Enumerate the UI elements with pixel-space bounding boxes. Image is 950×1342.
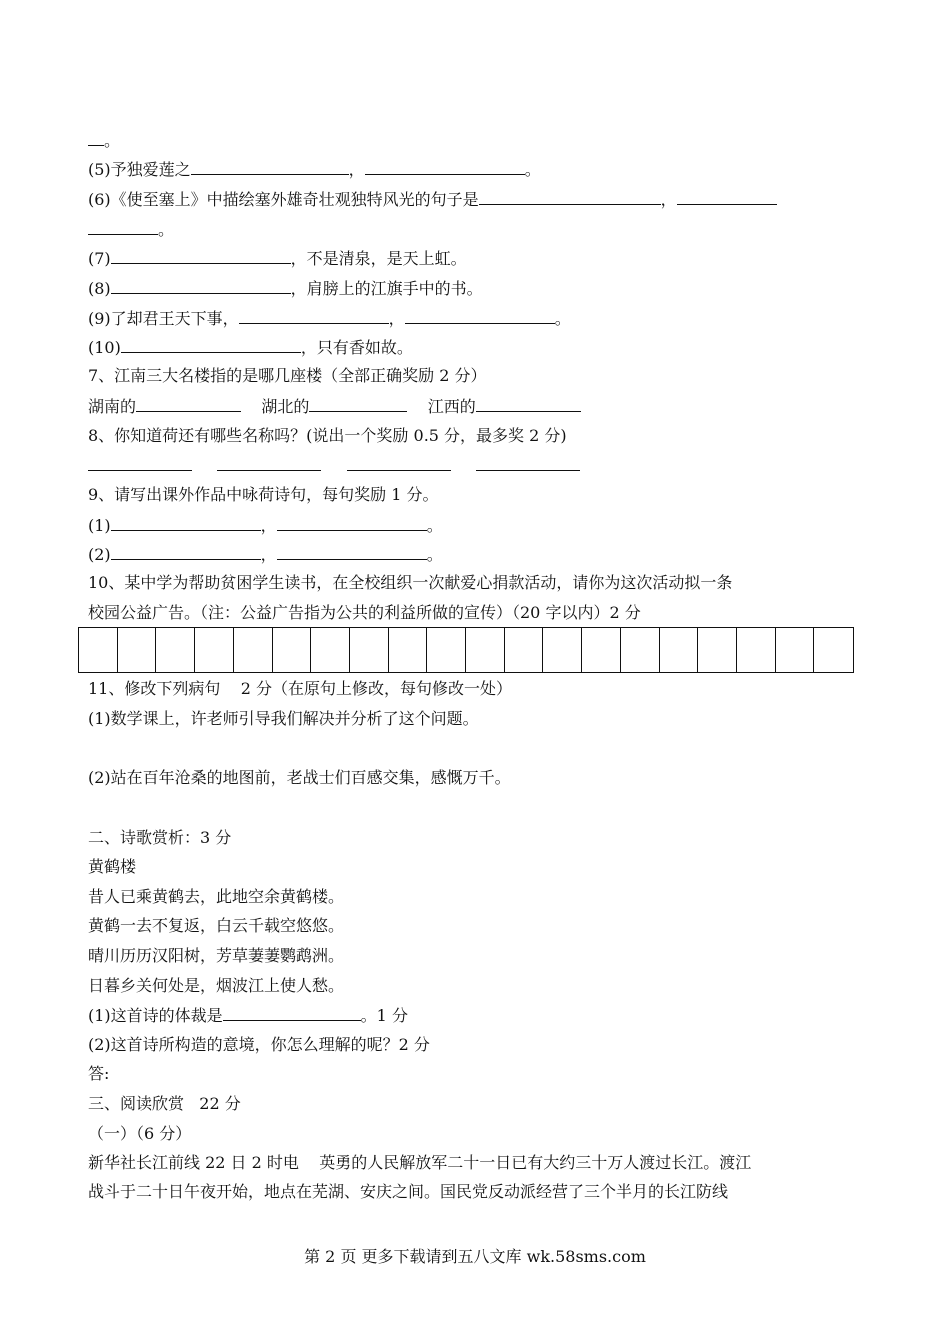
grid-cell[interactable]	[311, 628, 350, 672]
poem-line: 日暮乡关何处是，烟波江上使人愁。	[88, 976, 345, 995]
text-line: 10、某中学为帮助贫困学生读书，在全校组织一次献爱心捐款活动，请你为这次活动拟一条	[88, 573, 733, 592]
text-line: (2) ， 。	[88, 545, 443, 564]
grid-cell[interactable]	[505, 628, 544, 672]
grid-cell[interactable]	[582, 628, 621, 672]
text-line: 11、修改下列病句 2 分（在原句上修改，每句修改一处）	[88, 679, 512, 698]
text-line: (5)予独爱莲之 ， 。	[88, 160, 541, 179]
text-line: 答:	[88, 1064, 110, 1083]
text-line: (10) ，只有香如故。	[88, 338, 413, 357]
poem-title: 黄鹤楼	[88, 857, 137, 876]
grid-cell[interactable]	[621, 628, 660, 672]
text-line: (9)了却君王天下事， ， 。	[88, 309, 571, 328]
text-line: 。	[88, 130, 120, 151]
grid-cell[interactable]	[698, 628, 737, 672]
grid-cell[interactable]	[543, 628, 582, 672]
text-line: 湖南的 湖北的 江西的	[88, 396, 581, 417]
grid-cell[interactable]	[273, 628, 312, 672]
text-line: (1)这首诗的体裁是 。1 分	[88, 1006, 408, 1025]
text-line: 。	[88, 219, 174, 240]
grid-cell[interactable]	[466, 628, 505, 672]
poem-line: 黄鹤一去不复返，白云千载空悠悠。	[88, 916, 345, 935]
text-line: 校园公益广告。（注：公益广告指为公共的利益所做的宣传）（20 字以内）2 分	[88, 603, 641, 622]
grid-cell[interactable]	[737, 628, 776, 672]
grid-cell[interactable]	[427, 628, 466, 672]
text-line: (6)《使至塞上》中描绘塞外雄奇壮观独特风光的句子是 ，	[88, 189, 777, 210]
poem-line: 晴川历历汉阳树，芳草萋萋鹦鹉洲。	[88, 946, 345, 965]
grid-cell[interactable]	[814, 628, 853, 672]
grid-cell[interactable]	[660, 628, 699, 672]
text-line: 8、你知道荷还有哪些名称吗？(说出一个奖励 0.5 分，最多奖 2 分)	[88, 426, 567, 445]
grid-cell[interactable]	[79, 628, 118, 672]
text-line: (2)站在百年沧桑的地图前，老战士们百感交集，感慨万千。	[88, 768, 511, 787]
text-line: 战斗于二十日午夜开始，地点在芜湖、安庆之间。国民党反动派经营了三个半月的长江防线	[88, 1182, 729, 1201]
page-footer: 第 2 页 更多下载请到五八文库 wk.58sms.com	[304, 1247, 646, 1266]
text-line: (1)数学课上，许老师引导我们解决并分析了这个问题。	[88, 709, 479, 728]
section-heading: 二、诗歌赏析：3 分	[88, 828, 232, 847]
text-line	[88, 455, 580, 476]
text-line: (7) ，不是清泉，是天上虹。	[88, 249, 467, 268]
grid-cell[interactable]	[350, 628, 389, 672]
text-line: (2)这首诗所构造的意境，你怎么理解的呢？2 分	[88, 1035, 430, 1054]
poem-line: 昔人已乘黄鹤去，此地空余黄鹤楼。	[88, 887, 345, 906]
text-line: (1) ， 。	[88, 516, 443, 535]
text-line: 7、江南三大名楼指的是哪几座楼（全部正确奖励 2 分）	[88, 366, 487, 385]
text-line: (8) ，肩膀上的江旗手中的书。	[88, 279, 483, 298]
grid-cell[interactable]	[389, 628, 428, 672]
text-line: 新华社长江前线 22 日 2 时电 英勇的人民解放军二十一日已有大约三十万人渡过长江。渡江	[88, 1153, 752, 1172]
grid-cell[interactable]	[156, 628, 195, 672]
text-line: 9、请写出课外作品中咏荷诗句，每句奖励 1 分。	[88, 485, 439, 504]
answer-grid[interactable]	[78, 627, 854, 673]
grid-cell[interactable]	[776, 628, 815, 672]
text-line: （一）（6 分）	[88, 1124, 192, 1143]
grid-cell[interactable]	[118, 628, 157, 672]
grid-cell[interactable]	[234, 628, 273, 672]
grid-cell[interactable]	[195, 628, 234, 672]
section-heading: 三、阅读欣赏 22 分	[88, 1094, 241, 1113]
